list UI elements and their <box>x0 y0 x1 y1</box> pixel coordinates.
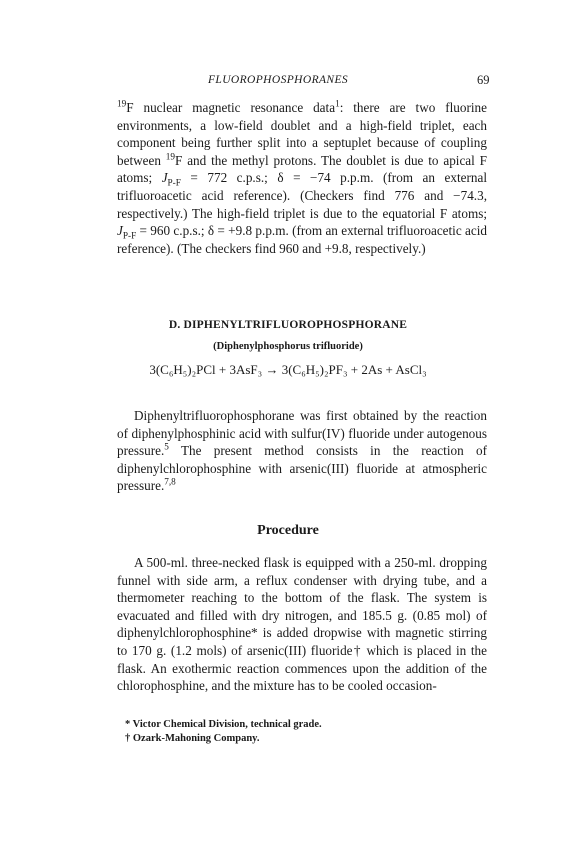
section-heading: D. DIPHENYLTRIFLUOROPHOSPHORANE <box>168 319 408 331</box>
footnote: † Ozark-Mahoning Company. <box>125 733 260 744</box>
isotope-superscript: 19 <box>165 151 176 162</box>
footnotes <box>117 718 487 746</box>
procedure-paragraph <box>117 554 487 695</box>
paragraph-text: F nuclear magnetic resonance data <box>126 100 336 115</box>
coupling-constant-subscript: P-F <box>167 178 181 189</box>
coupling-constant-symbol: J <box>161 170 168 186</box>
intro-paragraph <box>117 407 487 495</box>
reference-marker: 5 <box>164 441 169 452</box>
paragraph-text: = 772 c.p.s.; δ = −74 p.p.m. (from an external trifluoroacetic acid reference). (Checkers find 776 and −74.3, respectively.) The high-field triplet is due to the equatorial F atoms; <box>117 170 487 221</box>
nmr-data-paragraph <box>117 99 487 257</box>
paragraph-text: The present method consists in the reaction of diphenylchlorophosphine with arsenic(III) fluoride at atmospheric pressure. <box>117 443 487 494</box>
paragraph-text: is added dropwise with magnetic stirring to 170 g. (1.2 mols) of arsenic(III) fluoride† which is placed in the flask. An exothermic reaction commences upon the addition of the chlorophosphine, and the mixture has to be cooled occasion- <box>117 625 487 694</box>
paragraph-text: A 500-ml. three-necked flask is equipped with a 250-ml. dropping funnel with side arm, a reflux condenser with drying tube, and a thermometer reaching to the bottom of the flask. The system is evacuated and filled with dry nitrogen, and 185.5 g. (0.85 mol) of diphenylchlorophosphine* <box>117 555 487 641</box>
page-number: 69 <box>477 73 490 87</box>
paragraph-text: F and the methyl protons. The doublet is due to apical F atoms; <box>117 152 487 186</box>
reaction-equation: 3(C₆H₅)₂PCl + 3AsF₃ → 3(C₆H₅)₂PF₃ + 2As + AsCl₃ <box>149 362 427 377</box>
coupling-constant-symbol: J <box>117 223 123 239</box>
section-subheading: (Diphenylphosphorus trifluoride) <box>213 341 363 352</box>
reference-marker: 1 <box>335 98 340 109</box>
isotope-superscript: 19 <box>117 98 127 109</box>
paragraph-text: : there are two fluorine environments, a low-field doublet and a high-field triplet, each component being further split into a septuplet because of coupling between <box>117 100 487 168</box>
paragraph-text: Diphenyltrifluorophosphorane was first obtained by the reaction of diphenylphosphinic acid with sulfur(IV) fluoride under autogenous pressure. <box>117 408 487 459</box>
footnote: * Victor Chemical Division, technical grade. <box>125 719 322 730</box>
coupling-constant-subscript: P-F <box>122 230 137 241</box>
reference-marker: 7,8 <box>164 476 176 487</box>
running-header-title: FLUOROPHOSPHORANES <box>208 74 349 86</box>
paragraph-text: = 960 c.p.s.; δ = +9.8 p.p.m. (from an external trifluoroacetic acid reference). (The checkers find 960 and +9.8, respectively.) <box>117 223 487 256</box>
procedure-heading: Procedure <box>257 523 319 538</box>
